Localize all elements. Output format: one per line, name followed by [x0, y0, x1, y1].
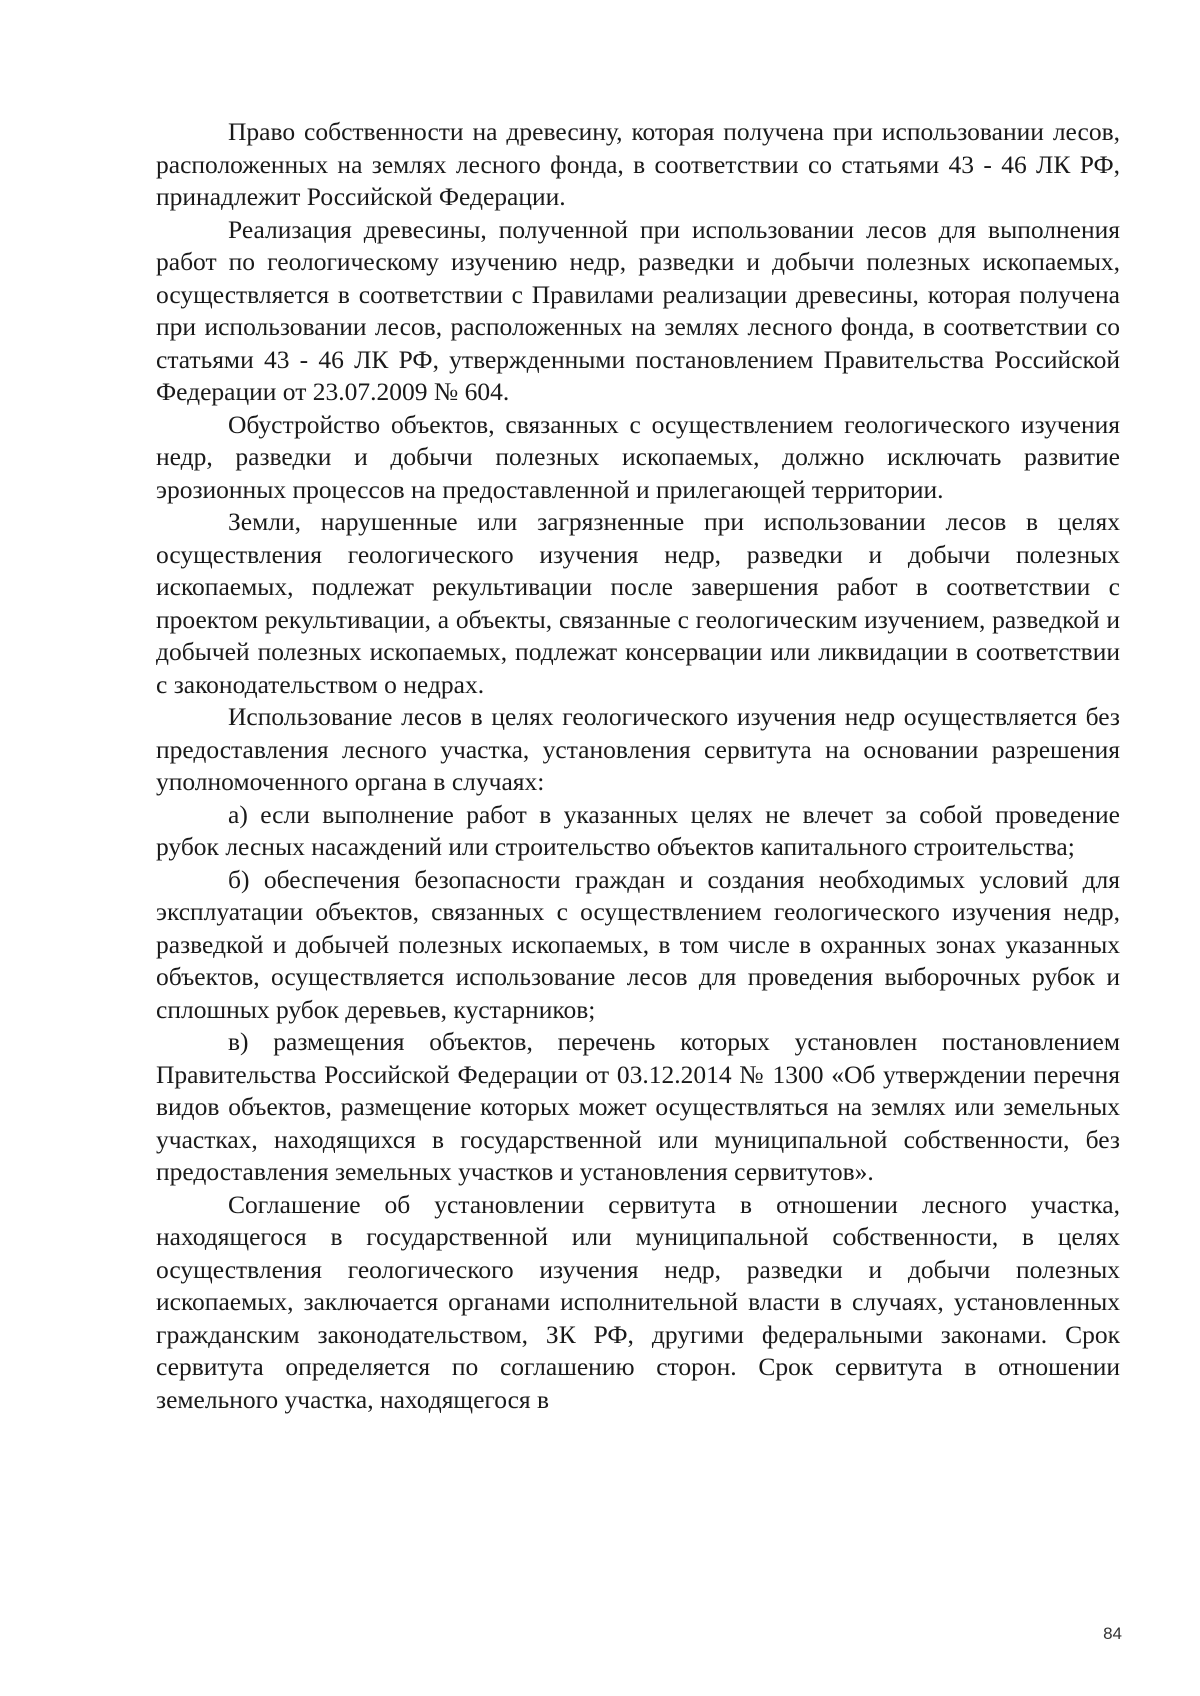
paragraph-7: б) обеспечения безопасности граждан и создания необходимых условий для эксплуатации объектов, связанных с осуществлением геологического изучения недр, разведкой и добычей полезных ископаемых, в том числе в охранных зонах указанных объектов, осуществляется использование лесов для проведения выборочных рубок и сплошных рубок деревьев, кустарников; — [156, 864, 1120, 1024]
page-number: 84 — [1103, 1624, 1122, 1643]
paragraph-9: Соглашение об установлении сервитута в отношении лесного участка, находящегося в государственной или муниципальной собственности, в целях осуществления геологического изучения недр, разведки и добычи полезных ископаемых, заключается органами исполнительной власти в случаях, установленных гражданским законодательством, ЗК РФ, другими федеральными законами. Срок сервитута определяется по соглашению сторон. Срок сервитута в отношении земельного участка, находящегося в — [156, 1189, 1120, 1414]
paragraph-5: Использование лесов в целях геологического изучения недр осуществляется без предоставления лесного участка, установления сервитута на основании разрешения уполномоченного органа в случаях: — [156, 702, 1120, 796]
paragraph-6: а) если выполнение работ в указанных целях не влечет за собой проведение рубок лесных насаждений или строительство объектов капитального строительства; — [156, 799, 1120, 861]
document-body — [156, 116, 1120, 1416]
paragraph-4: Земли, нарушенные или загрязненные при использовании лесов в целях осуществления геологического изучения недр, разведки и добычи полезных ископаемых, подлежат рекультивации после завершения работ в соответствии с проектом рекультивации, а объекты, связанные с геологическим изучением, разведкой и добычей полезных ископаемых, подлежат консервации или ликвидации в соответствии с законодательством о недрах. — [156, 507, 1120, 699]
paragraph-8: в) размещения объектов, перечень которых установлен постановлением Правительства Российской Федерации от 03.12.2014 № 1300 «Об утверждении перечня видов объектов, размещение которых может осуществляться на землях или земельных участках, находящихся в государственной или муниципальной собственности, без предоставления земельных участков и установления сервитутов». — [156, 1027, 1120, 1186]
paragraph-3: Обустройство объектов, связанных с осуществлением геологического изучения недр, разведки и добычи полезных ископаемых, должно исключать развитие эрозионных процессов на предоставленной и прилегающей территории. — [156, 409, 1120, 504]
paragraph-2: Реализация древесины, полученной при использовании лесов для выполнения работ по геологическому изучению недр, разведки и добычи полезных ископаемых, осуществляется в соответствии с Правилами реализации древесины, которая получена при использовании лесов, расположенных на землях лесного фонда, в соответствии со статьями 43 - 46 ЛК РФ, утвержденными постановлением Правительства Российской Федерации от 23.07.2009 № 604. — [156, 214, 1120, 406]
paragraph-1: Право собственности на древесину, которая получена при использовании лесов, расположенных на землях лесного фонда, в соответствии со статьями 43 - 46 ЛК РФ, принадлежит Российской Федерации. — [156, 117, 1120, 211]
